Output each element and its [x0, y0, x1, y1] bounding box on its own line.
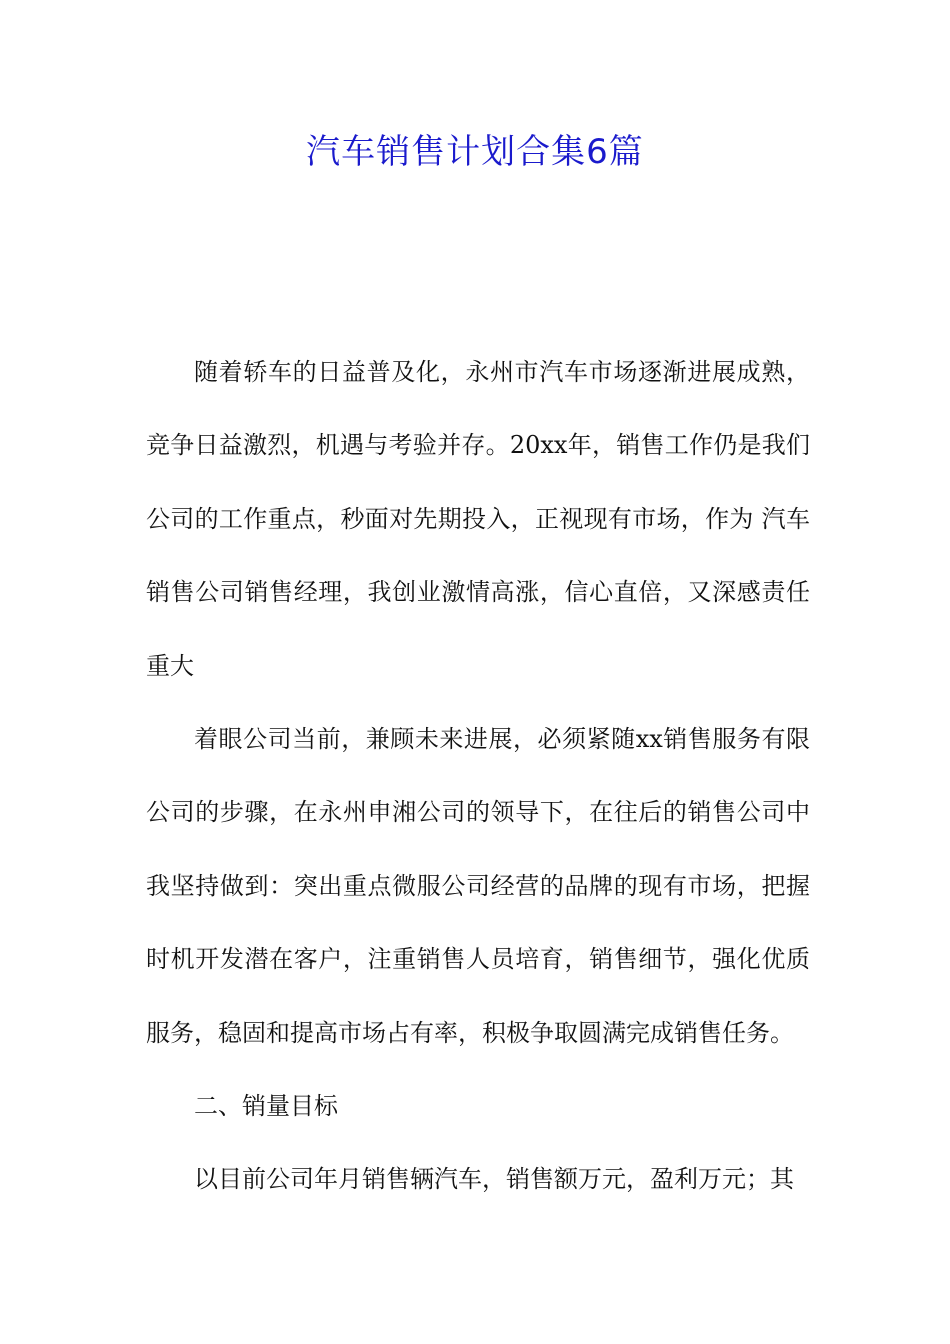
paragraph-sales-target: 以目前公司年月销售辆汽车，销售额万元，盈利万元；其	[194, 1165, 794, 1194]
paragraph-focus: 着眼公司当前，兼顾未来进展，必须紧随xx销售服务有限公司的步骤，在永州申湘公司的领导下，在往后的销售公司中我坚持做到：突出重点微服公司经营的品牌的现有市场，把握时机开发潜在客户，注重销售人员培育，销售细节，强化优质服务，稳固和提高市场占有率，积极争取圆满完成销售任务。	[146, 725, 810, 1047]
paragraph-intro: 随着轿车的日益普及化，永州市汽车市场逐渐进展成熟，竞争日益激烈，机遇与考验并存。20xx年，销售工作仍是我们公司的工作重点，秒面对先期投入，正视现有市场，作为 汽车销售公司销售经理，我创业激情高涨，信心直倍，又深感责任重大	[146, 358, 810, 680]
section-heading-sales-target: 二、销量目标	[194, 1092, 338, 1121]
document-title: 汽车销售计划合集6篇	[306, 132, 644, 172]
document-body	[146, 336, 810, 1217]
